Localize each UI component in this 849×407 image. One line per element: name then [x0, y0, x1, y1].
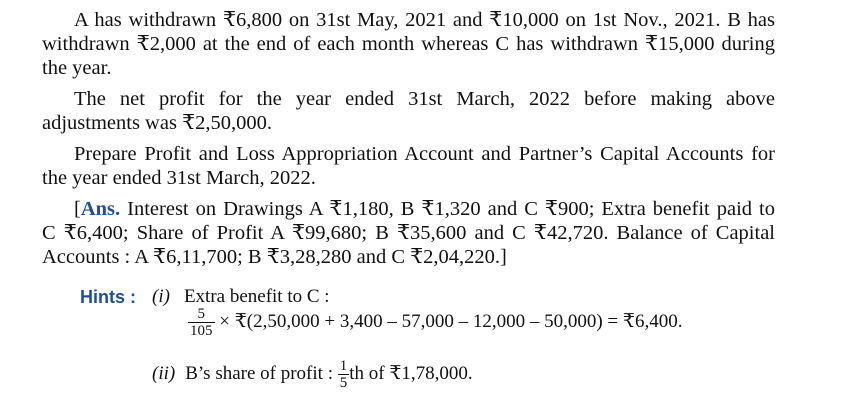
- p3-line-1: Prepare Profit and Loss Appropriation Account and Partner’s Capital Accounts for: [74, 143, 775, 165]
- answer-label: Ans.: [80, 198, 121, 220]
- answer-line-3: Accounts : A ₹6,11,700; B ₹3,28,280 and C ₹2,04,220.]: [42, 246, 507, 268]
- hint-i-frac-den: 105: [190, 323, 213, 339]
- hint-i-text: Extra benefit to C :: [183, 286, 330, 307]
- p1-line-2: withdrawn ₹2,000 at the end of each month whereas C has withdrawn ₹15,000 during: [42, 33, 775, 55]
- hint-i-fraction: [188, 306, 215, 339]
- hint-i-expr: × ₹(2,50,000 + 3,400 – 57,000 – 12,000 – 50,000) = ₹6,400.: [219, 310, 683, 332]
- hint-i-formula: [188, 306, 682, 339]
- answer-text-1: Interest on Drawings A ₹1,180, B ₹1,320 and C ₹900; Extra benefit paid to: [120, 198, 775, 220]
- answer-line-2: C ₹6,400; Share of Profit A ₹99,680; B ₹35,600 and C ₹42,720. Balance of Capital: [42, 222, 775, 244]
- p1-line-1: A has withdrawn ₹6,800 on 31st May, 2021 and ₹10,000 on 1st Nov., 2021. B has: [74, 9, 775, 31]
- p2-line-2: adjustments was ₹2,50,000.: [42, 112, 272, 134]
- hint-ii-frac-den: 5: [339, 375, 348, 391]
- hint-ii-tail: th of ₹1,78,000.: [349, 362, 473, 384]
- hints-label: Hints :: [80, 287, 136, 307]
- hint-i-marker: (i): [152, 286, 170, 307]
- hint-i-heading: [152, 286, 330, 308]
- hint-ii-text: B’s share of profit :: [185, 362, 333, 384]
- hint-i-frac-num: 5: [188, 306, 215, 323]
- hint-ii-marker: (ii): [152, 362, 176, 384]
- hint-ii-fraction: [338, 358, 350, 391]
- hint-ii: [152, 358, 473, 391]
- answer-line-1: [74, 197, 775, 221]
- answer-bracket: [: [74, 198, 81, 220]
- hint-ii-frac-num: 1: [339, 358, 348, 374]
- p3-line-2: the year ended 31st March, 2022.: [42, 167, 316, 189]
- p2-line-1: The net profit for the year ended 31st March, 2022 before making above: [74, 88, 775, 110]
- p1-line-3: the year.: [42, 57, 112, 79]
